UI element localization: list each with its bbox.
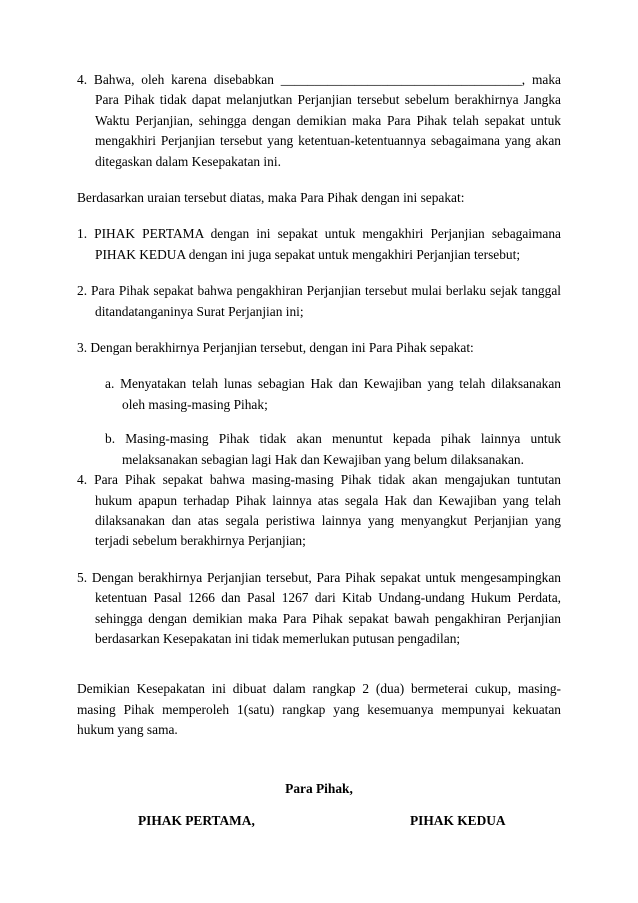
clause-2: 2. Para Pihak sepakat bahwa pengakhiran Perjanjian tersebut mulai berlaku sejak tanggal ditandatanganinya Surat Perjanjian ini; xyxy=(77,283,561,319)
closing-statement: Demikian Kesepakatan ini dibuat dalam rangkap 2 (dua) bermeterai cukup, masing-masing Pihak memperoleh 1(satu) rangkap yang kesemuanya mempunyai kekuatan hukum yang sama. xyxy=(77,681,561,738)
document-page xyxy=(77,70,561,833)
clause-5: 5. Dengan berakhirnya Perjanjian tersebut, Para Pihak sepakat untuk mengesampingkan ketentuan Pasal 1266 dan Pasal 1267 dari Kitab Undang-undang Hukum Perdata, sehingga dengan demikian maka Para Pihak sepakat bawah pengakhiran Perjanjian berdasarkan Kesepakatan ini tidak memerlukan putusan pengadilan; xyxy=(77,569,561,646)
clause-4-no-claims: 4. Para Pihak sepakat bahwa masing-masing Pihak tidak akan mengajukan tuntutan hukum apapun terhadap Pihak lainnya atas segala Hak dan Kewajiban yang telah dilaksanakan dan atas segala peristiwa lainnya yang menyangkut Perjanjian yang terjadi sebelum berakhirnya Perjanjian; xyxy=(77,472,561,549)
clause-3-item-b: b. Masing-masing Pihak tidak akan menuntut kepada pihak lainnya untuk melaksanakan sebagian lagi Hak dan Kewajiban yang belum dilaksanakan. xyxy=(105,431,561,467)
clause-3: 3. Dengan berakhirnya Perjanjian tersebut, dengan ini Para Pihak sepakat: xyxy=(77,340,474,356)
second-party-label: PIHAK KEDUA xyxy=(410,812,506,828)
signature-heading: Para Pihak, xyxy=(285,780,353,796)
agreement-intro: Berdasarkan uraian tersebut diatas, maka Para Pihak dengan ini sepakat: xyxy=(77,190,465,206)
clause-1: 1. PIHAK PERTAMA dengan ini sepakat untuk mengakhiri Perjanjian sebagaimana PIHAK KEDUA dengan ini juga sepakat untuk mengakhiri Perjanjian tersebut; xyxy=(77,226,561,262)
clause-3-item-a: a. Menyatakan telah lunas sebagian Hak dan Kewajiban yang telah dilaksanakan oleh masing-masing Pihak; xyxy=(105,376,561,412)
clause-4-reason: 4. Bahwa, oleh karena disebabkan ____________________________________, maka Para Pihak tidak dapat melanjutkan Perjanjian tersebut sebelum berakhirnya Jangka Waktu Perjanjian, sehingga dengan demikian maka Para Pihak telah sepakat untuk mengakhiri Perjanjian tersebut yang ketentuan-ketentuannya sebagaimana yang akan ditegaskan dalam Kesepakatan ini. xyxy=(77,72,561,169)
first-party-label: PIHAK PERTAMA, xyxy=(138,812,255,828)
signature-row xyxy=(77,813,561,833)
